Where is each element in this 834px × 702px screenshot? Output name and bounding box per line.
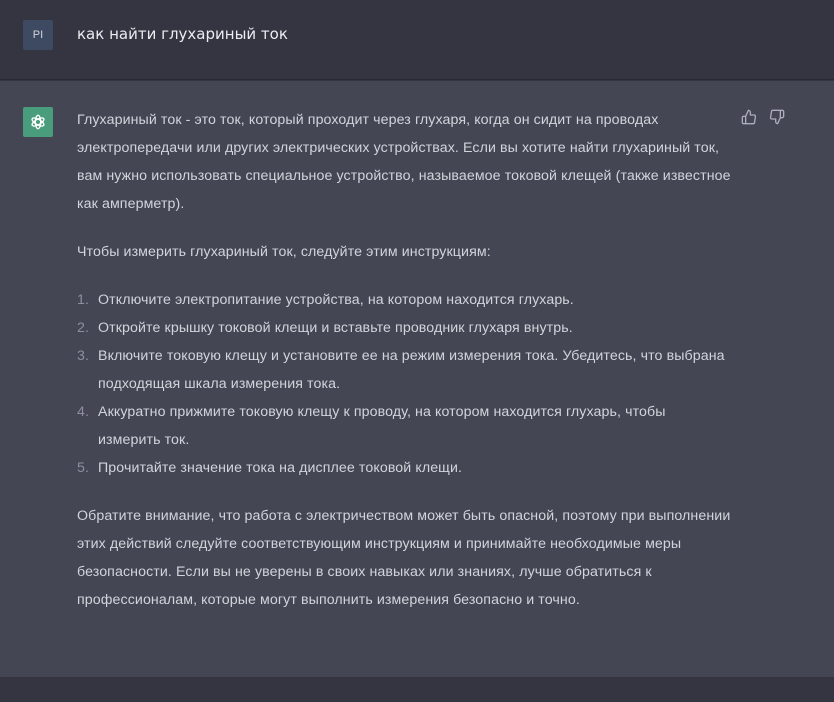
- assistant-avatar: [23, 107, 53, 137]
- list-item: [77, 398, 732, 454]
- list-text: Прочитайте значение тока на дисплее токовой клещи.: [98, 460, 463, 476]
- list-item: [77, 454, 732, 482]
- thumbs-down-icon: [769, 109, 785, 125]
- bottom-area: [0, 677, 834, 702]
- list-item: [77, 314, 732, 342]
- assistant-message-content: [77, 106, 732, 634]
- list-item: [77, 342, 732, 398]
- openai-logo-icon: [28, 112, 48, 132]
- list-text: Отключите электропитание устройства, на котором находится глухарь.: [98, 292, 574, 308]
- thumbs-up-button[interactable]: [740, 108, 758, 126]
- steps-list: [77, 286, 732, 482]
- assistant-message-row: [0, 81, 834, 677]
- list-item: [77, 286, 732, 314]
- warning-paragraph: Обратите внимание, что работа с электричеством может быть опасной, поэтому при выполнении этих действий следуйте соответствующим инструкциям и принимайте необходимые меры безопасности. Если вы не уверены в своих навыках или знаниях, лучше обратиться к профессионалам, которые могут выполнить измерения безопасно и точно.: [77, 508, 731, 608]
- list-text: Аккуратно прижмите токовую клещу к проводу, на котором находится глухарь, чтобы измерить ток.: [98, 404, 666, 448]
- feedback-buttons: [740, 108, 786, 126]
- intro-paragraph: Глухариный ток - это ток, который проходит через глухаря, когда он сидит на проводах электропередачи или других электрических устройствах. Если вы хотите найти глухариный ток, вам нужно использовать специальное устройство, называемое токовой клещей (также известное как амперметр).: [77, 112, 731, 212]
- list-text: Включите токовую клещу и установите ее на режим измерения тока. Убедитесь, что выбрана подходящая шкала измерения тока.: [98, 348, 725, 392]
- list-number: 2.: [77, 320, 90, 336]
- thumbs-up-icon: [741, 109, 757, 125]
- user-message-row: [0, 0, 834, 80]
- thumbs-down-button[interactable]: [768, 108, 786, 126]
- list-number: 1.: [77, 292, 90, 308]
- list-number: 3.: [77, 348, 90, 364]
- user-avatar: PI: [23, 20, 53, 50]
- user-message-text: как найти глухариный ток: [77, 25, 288, 43]
- list-number: 4.: [77, 404, 90, 420]
- list-number: 5.: [77, 460, 90, 476]
- list-text: Откройте крышку токовой клещи и вставьте проводник глухаря внутрь.: [98, 320, 573, 336]
- instructions-lead: Чтобы измерить глухариный ток, следуйте этим инструкциям:: [77, 244, 491, 260]
